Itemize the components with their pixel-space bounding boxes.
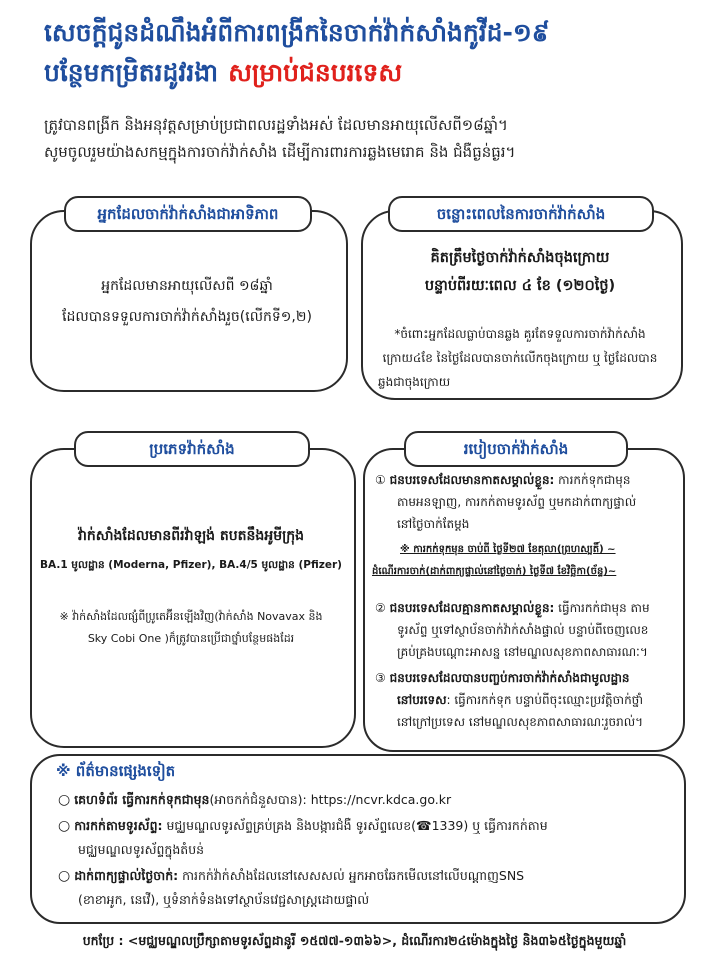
more-info-heading: ※ ព័ត៌មានផ្សេងទៀត xyxy=(56,762,176,780)
intro-line-1: ត្រូវបានពង្រីក និងអនុវត្តសម្រាប់ប្រជាពលរដ្ឋទាំងអស់ ដែលមានអាយុលើសពី១៨ឆ្នាំ។ xyxy=(44,116,508,134)
method-item-1-note-2: ដំណើរការចាក់(ដាក់ពាក្យផ្ទាល់នៅថ្ងៃចាក់) ថ្ងៃទី៧ ខែវិច្ឆិកា(ច័ន្ទ)~ xyxy=(372,566,617,577)
vaccine-type-note-1: ※ វ៉ាក់សាំងដែលផ្សំពីប្រូតេអ៊ីនឡើងវិញ(វ៉ាក់សាំង Novavax និង xyxy=(59,610,323,623)
interval-line-2: បន្ទាប់ពីរយៈពេល ៤ ខែ (១២០ថ្ងៃ) xyxy=(424,278,616,294)
method-item-2-title: ជនបរទេសដែលគ្មានកាតសម្គាល់ខ្លួន: xyxy=(389,601,555,615)
intro-line-2: សូមចូលរួមយ៉ាងសកម្មក្នុងការចាក់វ៉ាក់សាំង ដើម្បីការពារការឆ្លងមេរោគ និង ជំងឺធ្ងន់ធ្ងរ។ xyxy=(44,143,516,161)
method-item-3-line-3: នៅក្រៅប្រទេស នៅមណ្ឌលសុខភាពសាធារណៈរួចរាល់។ xyxy=(397,715,644,729)
more-info-item-3-title: ដាក់ពាក្យផ្ទាល់ថ្ងៃចាក់: xyxy=(74,868,179,883)
vaccine-type-line-2: BA.1 មូលដ្ឋាន (Moderna, Pfizer), BA.4/5 មូលដ្ឋាន (Pfizer) xyxy=(40,559,342,571)
bullet-icon: ○ xyxy=(58,792,71,808)
more-info-item-2-text-1: មជ្ឈមណ្ឌលទូរស័ព្ទគ្រប់គ្រង និងបង្ការជំងឺ ទូរស័ព្ទលេខ(☎1339) ឬ ធ្វើការកក់តាម xyxy=(162,818,548,833)
more-info-item-1-title: គេហទំព័រ ធ្វើការកក់ទុកជាមុន xyxy=(74,792,210,807)
method-item-3-line-2 xyxy=(397,692,643,710)
interval-note-3: ឆ្លងជាចុងក្រោយ xyxy=(378,375,451,389)
method-item-1-title: ជនបរទេសដែលមានកាតសម្គាល់ខ្លួន: xyxy=(389,473,555,487)
interval-line-1: គិតត្រឹមថ្ងៃចាក់វ៉ាក់សាំងចុងក្រោយ xyxy=(430,250,610,266)
more-info-item-1-text: (អាចកក់ជំនួសបាន): xyxy=(209,792,307,807)
interval-note-1: *ចំពោះអ្នកដែលធ្លាប់បានឆ្លង គួរតែទទួលការចាក់វ៉ាក់សាំង xyxy=(394,327,646,341)
page-title: សេចក្តីជូនដំណឹងអំពីការពង្រីកនៃចាក់វ៉ាក់សាំងកូវីដ-១៩ xyxy=(44,18,550,47)
method-item-2-line-1 xyxy=(375,600,650,618)
vaccine-type-note-2: Sky Cobi One )ក៏ត្រូវបានប្រើជាថ្នាំបន្ថែមផងដែរ xyxy=(87,632,295,645)
eligible-heading: អ្នកដែលចាក់វ៉ាក់សាំងជាអាទិភាព xyxy=(64,196,312,232)
method-item-1-line-1 xyxy=(375,472,631,490)
eligible-line-2: ដែលបានទទួលការចាក់វ៉ាក់សាំងរួច(លើកទី១,២) xyxy=(62,309,312,325)
method-item-3-line-1 xyxy=(375,670,630,688)
method-item-2-line-2: ទូរស័ព្ទ ឬទៅស្ថាប័នចាក់វ៉ាក់សាំងផ្ទាល់ បន្ទាប់ពីចេញលេខ xyxy=(397,623,649,637)
eligible-line-1: អ្នកដែលមានអាយុលើសពី ១៨ឆ្នាំ xyxy=(101,278,273,294)
method-item-3-number: ③ xyxy=(375,671,386,685)
more-info-item-2-line-2: មជ្ឈមណ្ឌលទូរស័ព្ទក្នុងតំបន់ xyxy=(78,842,205,857)
more-info-item-1 xyxy=(58,792,451,811)
more-info-item-2-title: ការកក់តាមទូរស័ព្ទ: xyxy=(74,818,163,833)
vaccination-booking-link[interactable]: https://ncvr.kdca.go.kr xyxy=(306,792,452,807)
method-item-1-line-2: តាមអនឡាញ, ការកក់តាមទូរស័ព្ទ ឬមកដាក់ពាក្យផ្ទាល់ xyxy=(397,495,637,509)
more-info-item-3-text-1: ការកក់វ៉ាក់សាំងដែលនៅសេសសល់ អ្នកអាចឆែកមើលនៅលើបណ្តាញSNS xyxy=(178,868,525,883)
interval-note-2: ក្រោយ៤ខែ នៃថ្ងៃដែលបានចាក់លើកចុងក្រោយ ឬ ថ្ងៃដែលបាន xyxy=(382,351,658,365)
page-subtitle xyxy=(44,56,402,90)
vaccine-type-heading: ប្រភេទវ៉ាក់សាំង xyxy=(74,431,310,467)
eligible-box xyxy=(30,210,348,392)
method-item-1-note-1: ※ ការកក់ទុកមុន ចាប់ពី ថ្ងៃទី២៧ ខែតុលា(ព្រហស្បតិ៍) ~ xyxy=(400,544,616,555)
vaccine-type-line-1: វ៉ាក់សាំងដែលមានពីរវ៉ាឡង់ តបតនឹងអូមីក្រុង xyxy=(77,528,305,544)
bullet-icon: ○ xyxy=(58,868,71,884)
interval-heading: ចន្លោះពេលនៃការចាក់វ៉ាក់សាំង xyxy=(388,196,654,232)
more-info-item-3 xyxy=(58,868,524,887)
method-item-3-text-1: : ធ្វើការកក់ទុក បន្ទាប់ពីចុះឈ្មោះប្រវត្តិចាក់ថ្នាំ xyxy=(446,693,644,707)
more-info-item-2 xyxy=(58,818,548,837)
method-item-1-number: ① xyxy=(375,473,386,487)
method-item-3-title-2: នៅបរទេស xyxy=(397,693,447,707)
method-item-2-text-1: ធ្វើការកក់ជាមុន តាម xyxy=(554,601,650,615)
method-item-1-text-1: ការកក់ទុកជាមុន xyxy=(554,473,631,487)
method-item-1-line-3: នៅថ្ងៃចាក់តែម្តង xyxy=(397,517,470,531)
method-item-2-line-3: គ្រប់គ្រងបណ្តោះអាសន្ន នៅមណ្ឌលសុខភាពសាធារណៈ។ xyxy=(397,645,648,659)
bullet-icon: ○ xyxy=(58,818,71,834)
footer-translation-note: បកប្រែ : <មជ្ឈមណ្ឌលប្រឹក្សាតាមទូរស័ព្ទដានូរី ១៥៧៧-១៣៦៦>, ដំណើរការ២៤ម៉ោងក្នុងថ្ងៃ និង៣៦៥ថ្ងៃក្នុងមួយឆ្នាំ xyxy=(82,933,627,948)
vaccine-type-box xyxy=(30,448,356,748)
subtitle-main: បន្ថែមកម្រិតរដូវរងា xyxy=(44,58,219,87)
method-item-2-number: ② xyxy=(375,601,386,615)
method-item-3-title: ជនបរទេសដែលបានបញ្ចប់ការចាក់វ៉ាក់សាំងជាមូលដ្ឋាន xyxy=(389,671,630,685)
subtitle-highlight: សម្រាប់ជនបរទេស xyxy=(228,58,403,87)
more-info-item-3-line-2: (ខាខាអូក, នេវើ), ឬទំនាក់ទំនងទៅស្ថាប័នវេជ្ជសាស្ត្រដោយផ្ទាល់ xyxy=(78,892,370,907)
method-heading: របៀបចាក់វ៉ាក់សាំង xyxy=(404,431,628,467)
